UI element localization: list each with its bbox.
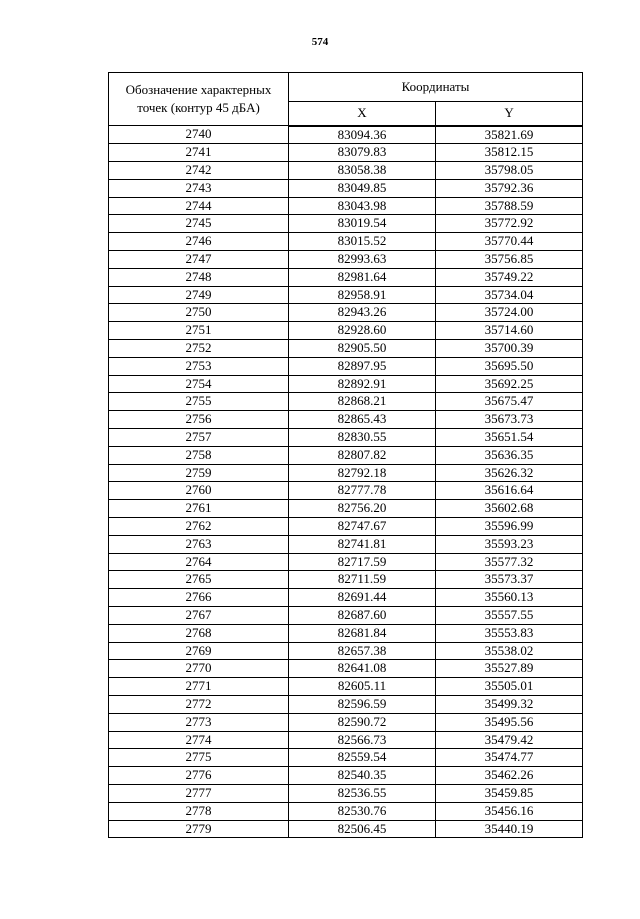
x-coordinate-cell: 82865.43 — [289, 411, 436, 429]
table-row — [109, 571, 583, 589]
point-id-cell: 2742 — [109, 162, 289, 180]
y-coordinate-cell: 35675.47 — [436, 393, 583, 411]
y-coordinate-cell: 35700.39 — [436, 340, 583, 358]
point-id-cell: 2740 — [109, 126, 289, 144]
point-id-cell: 2751 — [109, 322, 289, 340]
table-row — [109, 678, 583, 696]
y-coordinate-cell: 35695.50 — [436, 357, 583, 375]
point-id-cell: 2744 — [109, 197, 289, 215]
x-coordinate-cell: 82777.78 — [289, 482, 436, 500]
x-coordinate-cell: 82590.72 — [289, 713, 436, 731]
x-coordinate-cell: 82792.18 — [289, 464, 436, 482]
x-coordinate-cell: 82605.11 — [289, 678, 436, 696]
y-coordinate-cell: 35593.23 — [436, 535, 583, 553]
table-row — [109, 233, 583, 251]
x-coordinate-cell: 82741.81 — [289, 535, 436, 553]
table-row — [109, 179, 583, 197]
x-coordinate-cell: 82868.21 — [289, 393, 436, 411]
point-id-cell: 2778 — [109, 802, 289, 820]
y-coordinate-cell: 35538.02 — [436, 642, 583, 660]
table-row — [109, 268, 583, 286]
point-id-cell: 2779 — [109, 820, 289, 838]
x-coordinate-cell: 83079.83 — [289, 144, 436, 162]
table-row — [109, 731, 583, 749]
y-coordinate-cell: 35636.35 — [436, 446, 583, 464]
point-id-cell: 2747 — [109, 251, 289, 269]
y-coordinate-cell: 35553.83 — [436, 624, 583, 642]
y-coordinate-cell: 35798.05 — [436, 162, 583, 180]
table-row — [109, 553, 583, 571]
x-coordinate-cell: 82807.82 — [289, 446, 436, 464]
point-id-cell: 2746 — [109, 233, 289, 251]
point-id-cell: 2761 — [109, 500, 289, 518]
table-row — [109, 215, 583, 233]
x-coordinate-cell: 82540.35 — [289, 767, 436, 785]
table-row — [109, 162, 583, 180]
table-row — [109, 340, 583, 358]
table-row — [109, 500, 583, 518]
table-row — [109, 696, 583, 714]
table-row — [109, 624, 583, 642]
page-number: 574 — [311, 36, 329, 48]
x-coordinate-cell: 82993.63 — [289, 251, 436, 269]
x-coordinate-cell: 82717.59 — [289, 553, 436, 571]
point-id-cell: 2752 — [109, 340, 289, 358]
y-coordinate-cell: 35499.32 — [436, 696, 583, 714]
y-coordinate-cell: 35505.01 — [436, 678, 583, 696]
point-id-cell: 2753 — [109, 357, 289, 375]
table-row — [109, 375, 583, 393]
x-coordinate-cell: 83015.52 — [289, 233, 436, 251]
point-id-cell: 2774 — [109, 731, 289, 749]
y-coordinate-cell: 35462.26 — [436, 767, 583, 785]
y-coordinate-cell: 35602.68 — [436, 500, 583, 518]
y-coordinate-cell: 35792.36 — [436, 179, 583, 197]
table-row — [109, 251, 583, 269]
x-coordinate-cell: 82681.84 — [289, 624, 436, 642]
x-coordinate-cell: 82905.50 — [289, 340, 436, 358]
y-coordinate-cell: 35440.19 — [436, 820, 583, 838]
table-row — [109, 535, 583, 553]
x-coordinate-cell: 83019.54 — [289, 215, 436, 233]
y-coordinate-cell: 35756.85 — [436, 251, 583, 269]
table-row — [109, 767, 583, 785]
point-id-cell: 2772 — [109, 696, 289, 714]
x-coordinate-cell: 82958.91 — [289, 286, 436, 304]
x-coordinate-cell: 83043.98 — [289, 197, 436, 215]
x-coordinate-cell: 82830.55 — [289, 429, 436, 447]
point-id-cell: 2754 — [109, 375, 289, 393]
y-coordinate-cell: 35456.16 — [436, 802, 583, 820]
table-row — [109, 749, 583, 767]
x-coordinate-cell: 82596.59 — [289, 696, 436, 714]
table-row — [109, 411, 583, 429]
header-y: Y — [436, 102, 583, 126]
table-row — [109, 802, 583, 820]
table-row — [109, 607, 583, 625]
point-id-cell: 2763 — [109, 535, 289, 553]
y-coordinate-cell: 35527.89 — [436, 660, 583, 678]
y-coordinate-cell: 35812.15 — [436, 144, 583, 162]
x-coordinate-cell: 82711.59 — [289, 571, 436, 589]
point-id-cell: 2765 — [109, 571, 289, 589]
table-row — [109, 144, 583, 162]
y-coordinate-cell: 35495.56 — [436, 713, 583, 731]
y-coordinate-cell: 35479.42 — [436, 731, 583, 749]
point-id-cell: 2766 — [109, 589, 289, 607]
point-id-cell: 2755 — [109, 393, 289, 411]
x-coordinate-cell: 82928.60 — [289, 322, 436, 340]
table-row — [109, 589, 583, 607]
point-id-cell: 2769 — [109, 642, 289, 660]
point-id-cell: 2773 — [109, 713, 289, 731]
point-id-cell: 2775 — [109, 749, 289, 767]
x-coordinate-cell: 82657.38 — [289, 642, 436, 660]
point-id-cell: 2776 — [109, 767, 289, 785]
table-row — [109, 393, 583, 411]
point-id-cell: 2760 — [109, 482, 289, 500]
table-row — [109, 642, 583, 660]
point-id-cell: 2749 — [109, 286, 289, 304]
table-row — [109, 197, 583, 215]
point-id-cell: 2741 — [109, 144, 289, 162]
table-row — [109, 482, 583, 500]
point-id-cell: 2768 — [109, 624, 289, 642]
y-coordinate-cell: 35772.92 — [436, 215, 583, 233]
header-coordinates: Координаты — [289, 73, 583, 102]
y-coordinate-cell: 35724.00 — [436, 304, 583, 322]
y-coordinate-cell: 35734.04 — [436, 286, 583, 304]
y-coordinate-cell: 35596.99 — [436, 518, 583, 536]
x-coordinate-cell: 82641.08 — [289, 660, 436, 678]
y-coordinate-cell: 35557.55 — [436, 607, 583, 625]
y-coordinate-cell: 35577.32 — [436, 553, 583, 571]
x-coordinate-cell: 82897.95 — [289, 357, 436, 375]
point-id-cell: 2748 — [109, 268, 289, 286]
table-row — [109, 286, 583, 304]
point-id-cell: 2764 — [109, 553, 289, 571]
point-id-cell: 2756 — [109, 411, 289, 429]
y-coordinate-cell: 35821.69 — [436, 126, 583, 144]
point-id-cell: 2759 — [109, 464, 289, 482]
y-coordinate-cell: 35749.22 — [436, 268, 583, 286]
coordinates-table — [108, 72, 583, 838]
table-header — [109, 73, 583, 126]
point-id-cell: 2757 — [109, 429, 289, 447]
x-coordinate-cell: 82691.44 — [289, 589, 436, 607]
point-id-cell: 2770 — [109, 660, 289, 678]
x-coordinate-cell: 82756.20 — [289, 500, 436, 518]
y-coordinate-cell: 35673.73 — [436, 411, 583, 429]
point-id-cell: 2762 — [109, 518, 289, 536]
y-coordinate-cell: 35651.54 — [436, 429, 583, 447]
x-coordinate-cell: 83094.36 — [289, 126, 436, 144]
table-row — [109, 446, 583, 464]
table-body — [109, 126, 583, 838]
x-coordinate-cell: 83058.38 — [289, 162, 436, 180]
x-coordinate-cell: 82687.60 — [289, 607, 436, 625]
table-row — [109, 784, 583, 802]
x-coordinate-cell: 82536.55 — [289, 784, 436, 802]
y-coordinate-cell: 35573.37 — [436, 571, 583, 589]
point-id-cell: 2745 — [109, 215, 289, 233]
x-coordinate-cell: 82530.76 — [289, 802, 436, 820]
y-coordinate-cell: 35714.60 — [436, 322, 583, 340]
y-coordinate-cell: 35770.44 — [436, 233, 583, 251]
x-coordinate-cell: 82943.26 — [289, 304, 436, 322]
point-id-cell: 2771 — [109, 678, 289, 696]
x-coordinate-cell: 82981.64 — [289, 268, 436, 286]
y-coordinate-cell: 35560.13 — [436, 589, 583, 607]
table-row — [109, 126, 583, 144]
table-row — [109, 713, 583, 731]
x-coordinate-cell: 83049.85 — [289, 179, 436, 197]
table-row — [109, 429, 583, 447]
y-coordinate-cell: 35626.32 — [436, 464, 583, 482]
y-coordinate-cell: 35474.77 — [436, 749, 583, 767]
table-row — [109, 322, 583, 340]
table-row — [109, 820, 583, 838]
y-coordinate-cell: 35616.64 — [436, 482, 583, 500]
x-coordinate-cell: 82506.45 — [289, 820, 436, 838]
table-row — [109, 518, 583, 536]
header-point-designation: Обозначение характерных точек (контур 45 дБА) — [109, 73, 289, 126]
point-id-cell: 2750 — [109, 304, 289, 322]
point-id-cell: 2767 — [109, 607, 289, 625]
point-id-cell: 2758 — [109, 446, 289, 464]
y-coordinate-cell: 35692.25 — [436, 375, 583, 393]
y-coordinate-cell: 35459.85 — [436, 784, 583, 802]
table-row — [109, 660, 583, 678]
table-row — [109, 304, 583, 322]
y-coordinate-cell: 35788.59 — [436, 197, 583, 215]
x-coordinate-cell: 82747.67 — [289, 518, 436, 536]
x-coordinate-cell: 82559.54 — [289, 749, 436, 767]
point-id-cell: 2743 — [109, 179, 289, 197]
header-x: X — [289, 102, 436, 126]
table-row — [109, 357, 583, 375]
x-coordinate-cell: 82892.91 — [289, 375, 436, 393]
x-coordinate-cell: 82566.73 — [289, 731, 436, 749]
point-id-cell: 2777 — [109, 784, 289, 802]
table-row — [109, 464, 583, 482]
